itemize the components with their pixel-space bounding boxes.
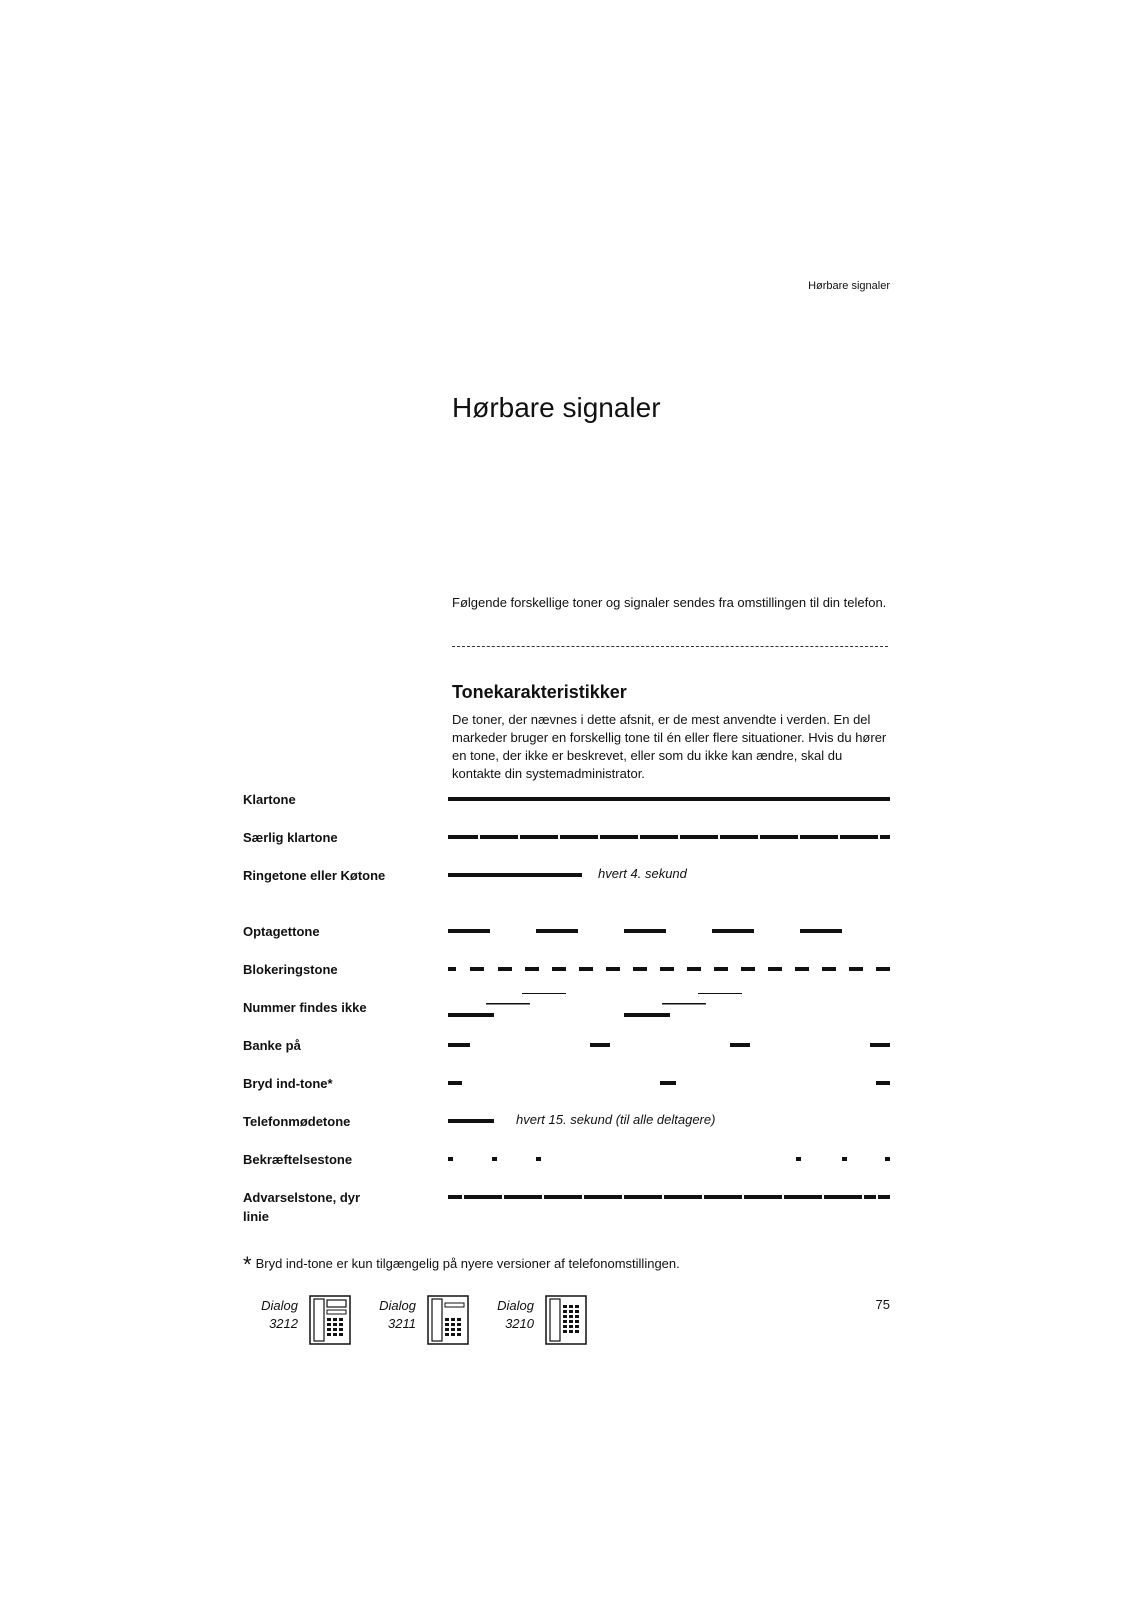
tone-segment [584,1195,622,1199]
tone-segment [448,835,478,839]
tone-segment [470,967,484,971]
tone-segment [624,1195,662,1199]
tone-segment [624,929,666,933]
tone-pattern-nummer-findes-ikke [448,984,892,1020]
page-number: 75 [875,1297,890,1312]
tone-segment [606,967,620,971]
tone-segment [796,1157,801,1161]
tone-label-nummer-findes-ikke: Nummer findes ikke [243,1000,367,1015]
tone-segment [870,1043,890,1047]
tone-segment [480,835,518,839]
phone-3211-icon [427,1295,469,1345]
footnote-text: Bryd ind-tone er kun tilgængelig på nyere versioner af telefonomstillingen. [255,1256,680,1271]
tone-segment [536,1157,541,1161]
model-name: Dialog [261,1298,298,1313]
tone-segment [660,967,674,971]
model-number: 3210 [505,1316,534,1331]
tone-segment [560,835,598,839]
tone-segment [640,835,678,839]
tone-segment [448,1195,462,1199]
tone-pattern-saerlig-klartone [448,818,892,858]
tone-segment [840,835,878,839]
tone-label-advarselstone: Advarselstone, dyr linie [243,1190,361,1224]
tone-segment [744,1195,782,1199]
tone-segment [720,835,758,839]
tone-segment [885,1157,890,1161]
tone-segment [760,835,798,839]
tone-label-banke-pa: Banke på [243,1038,301,1053]
footnote [243,1252,680,1278]
model-label-3210 [484,1297,534,1333]
running-header: Hørbare signaler [808,280,890,292]
tone-segment [552,967,566,971]
tone-label-bryd-ind-tone: Bryd ind-tone* [243,1076,333,1091]
tone-segment [525,967,539,971]
tone-segment [624,1013,670,1017]
tone-segment [880,835,890,839]
tone-segment [448,1013,494,1017]
model-label-3211 [366,1297,416,1333]
tone-segment [520,835,558,839]
phone-3212-icon [309,1295,351,1345]
tone-segment [633,967,647,971]
tone-segment [680,835,718,839]
model-number: 3212 [269,1316,298,1331]
tone-segment [660,1081,676,1085]
tone-segment [878,1195,890,1199]
tone-label-optagettone: Optagettone [243,924,320,939]
tone-segment [664,1195,702,1199]
tone-label-blokeringstone: Blokeringstone [243,962,338,977]
tone-segment [448,967,456,971]
tone-pattern-optagettone [448,912,892,952]
tone-label-klartone: Klartone [243,792,296,807]
tone-segment [448,1157,453,1161]
tone-segment [712,929,754,933]
tone-segment [876,967,890,971]
tone-segment [842,1157,847,1161]
tone-note-telefonmodetone: hvert 15. sekund (til alle deltagere) [516,1112,716,1127]
model-name: Dialog [497,1298,534,1313]
tone-pattern-klartone [448,780,892,820]
divider [452,646,888,647]
tone-segment [704,1195,742,1199]
tone-note-ringetone: hvert 4. sekund [598,866,687,881]
tone-segment [492,1157,497,1161]
tone-segment [876,1081,890,1085]
tone-segment [800,835,838,839]
tone-segment [448,873,582,877]
tone-segment [498,967,512,971]
tone-label-bekraeftelsestone: Bekræftelsestone [243,1152,353,1167]
tone-segment [849,967,863,971]
tone-segment [590,1043,610,1047]
intro-paragraph: Følgende forskellige toner og signaler sendes fra omstillingen til din telefon. [452,595,887,610]
tone-label-saerlig-klartone: Særlig klartone [243,830,338,845]
tone-segment [544,1195,582,1199]
tone-segment [448,1043,470,1047]
tone-pattern-bekraeftelsestone [448,1140,892,1180]
tone-segment [600,835,638,839]
tone-segment [800,929,842,933]
tone-segment [536,929,578,933]
tone-segment [486,1003,530,1005]
tone-segment [522,993,566,994]
section-body: De toner, der nævnes i dette afsnit, er de mest anvendte i verden. En del markeder bruger en forskellig tone til én eller flere situationer. Hvis du hører en tone, der ikke er beskrevet, eller som du ikke kan ændre, skal du kontakte din systemadministrator. [452,712,887,781]
tone-segment [741,967,755,971]
tone-segment [579,967,593,971]
tone-segment [464,1195,502,1199]
model-name: Dialog [379,1298,416,1313]
tone-segment [448,1081,462,1085]
tone-segment [698,993,742,994]
tone-segment [784,1195,822,1199]
tone-segment [448,929,490,933]
model-label-3212 [248,1297,298,1333]
tone-segment [768,967,782,971]
page-title: Hørbare signaler [452,392,661,423]
tone-segment [822,967,836,971]
tone-segment [687,967,701,971]
model-number: 3211 [388,1316,416,1331]
tone-segment [448,797,890,801]
tone-label-telefonmodetone: Telefonmødetone [243,1114,351,1129]
tone-label-ringetone: Ringetone eller Køtone [243,868,386,883]
tone-segment [714,967,728,971]
tone-segment [795,967,809,971]
tone-pattern-bryd-ind-tone [448,1064,892,1104]
tone-pattern-advarselstone [448,1178,892,1218]
footnote-marker: * [243,1252,252,1277]
section-title: Tonekarakteristikker [452,682,627,702]
tone-segment [448,1119,494,1123]
tone-segment [730,1043,750,1047]
tone-segment [662,1003,706,1005]
phone-3210-icon [545,1295,587,1345]
tone-pattern-banke-pa [448,1026,892,1066]
tone-segment [864,1195,876,1199]
tone-segment [504,1195,542,1199]
tone-segment [824,1195,862,1199]
